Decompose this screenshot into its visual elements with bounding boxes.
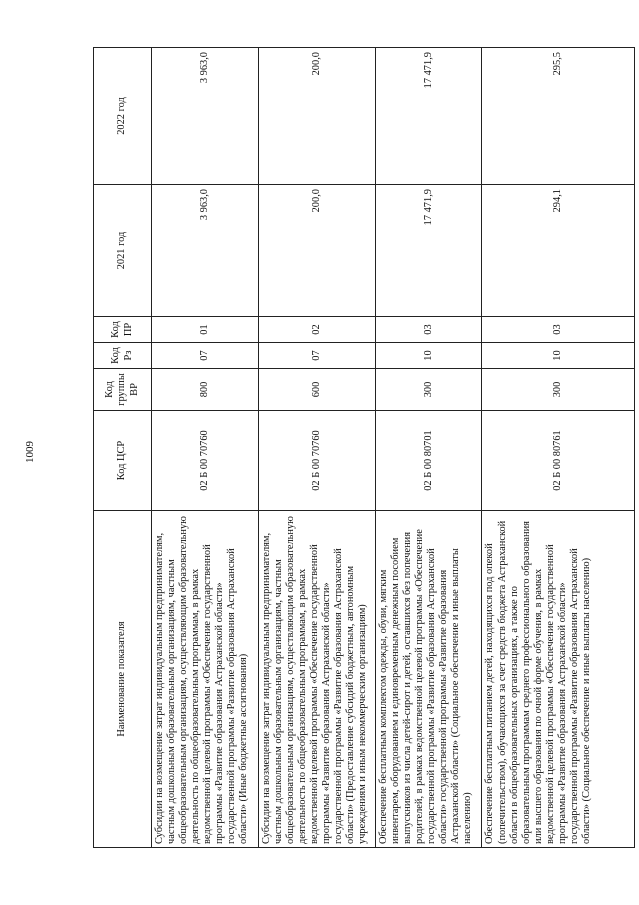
page-number: 1009: [24, 441, 36, 463]
row-name: Обеспечение бесплатным комплектом одежды, обуви, мягким инвентарем, оборудованием и единовременным денежным пособием выпускников из числа детей-сирот и детей, оставшихся без попечения родителей, в рамках ведомственной целевой программы «Обеспечение государственной программы «Развитие образования Астраханской области» государственной программы «Развитие образования Астраханской области» (Социальное обеспечение и иные выплаты населению): [375, 511, 482, 848]
row-pr: 03: [375, 317, 482, 343]
row-vr: 300: [375, 369, 482, 411]
budget-table-wrapper: [93, 48, 635, 848]
row-pr: 02: [258, 317, 375, 343]
table-row: [258, 48, 375, 848]
row-rz: 10: [482, 343, 635, 369]
header-2021: 2021 год: [94, 185, 152, 317]
row-pr: 01: [152, 317, 259, 343]
row-pr: 03: [482, 317, 635, 343]
row-vr: 600: [258, 369, 375, 411]
header-2022: 2022 год: [94, 48, 152, 185]
row-rz: 07: [152, 343, 259, 369]
row-name: Обеспечение бесплатным питанием детей, находящихся под опекой (попечительством), обучающихся за счет средств бюджета Астраханской области в общеобразовательных организациях, а также по образовательным программам среднего профессионального образования или высшего образования по очной форме обучения, в рамках ведомственной целевой программы «Обеспечение государственной программы «Развитие образования Астраханской области» государственной программы «Развитие образования Астраханской области» (Социальное обеспечение и иные выплаты населению): [482, 511, 635, 848]
table-header-row: [94, 48, 152, 848]
table-row: [152, 48, 259, 848]
row-2022: 200,0: [258, 48, 375, 185]
table-row: [375, 48, 482, 848]
header-pr: Код ПР: [94, 317, 152, 343]
header-csr: Код ЦСР: [94, 411, 152, 511]
row-vr: 300: [482, 369, 635, 411]
row-name: Субсидии на возмещение затрат индивидуальным предпринимателям, частным дошкольным образовательным организациям, частным общеобразовательным организациям, осуществляющим образовательную деятельность по общеобразовательным программам, в рамках ведомственной целевой программы «Обеспечение государственной программы «Развитие образования Астраханской области» государственной программы «Развитие образования Астраханской области» (Иные бюджетные ассигнования): [152, 511, 259, 848]
row-2022: 295,5: [482, 48, 635, 185]
budget-table: [93, 47, 635, 848]
row-rz: 07: [258, 343, 375, 369]
row-csr: 02 Б 00 70760: [152, 411, 259, 511]
row-csr: 02 Б 00 80761: [482, 411, 635, 511]
row-name: Субсидии на возмещение затрат индивидуальным предпринимателям, частным дошкольным образовательным организациям, частным общеобразовательным организациям, осуществляющим образовательную деятельность по общеобразовательным программам, в рамках ведомственной целевой программы «Обеспечение государственной программы «Развитие образования Астраханской области» государственной программы «Развитие образования Астраханской области» (Предоставление субсидий бюджетным, автономным учреждениям и иным некоммерческим организациям): [258, 511, 375, 848]
row-2022: 3 963,0: [152, 48, 259, 185]
header-name: Наименование показателя: [94, 511, 152, 848]
row-2021: 200,0: [258, 185, 375, 317]
row-csr: 02 Б 00 80701: [375, 411, 482, 511]
table-row: [482, 48, 635, 848]
row-csr: 02 Б 00 70760: [258, 411, 375, 511]
row-2021: 17 471,9: [375, 185, 482, 317]
row-rz: 10: [375, 343, 482, 369]
header-rz: Код Рз: [94, 343, 152, 369]
row-2021: 294,1: [482, 185, 635, 317]
header-vr: Код группы ВР: [94, 369, 152, 411]
row-2021: 3 963,0: [152, 185, 259, 317]
row-2022: 17 471,9: [375, 48, 482, 185]
row-vr: 800: [152, 369, 259, 411]
